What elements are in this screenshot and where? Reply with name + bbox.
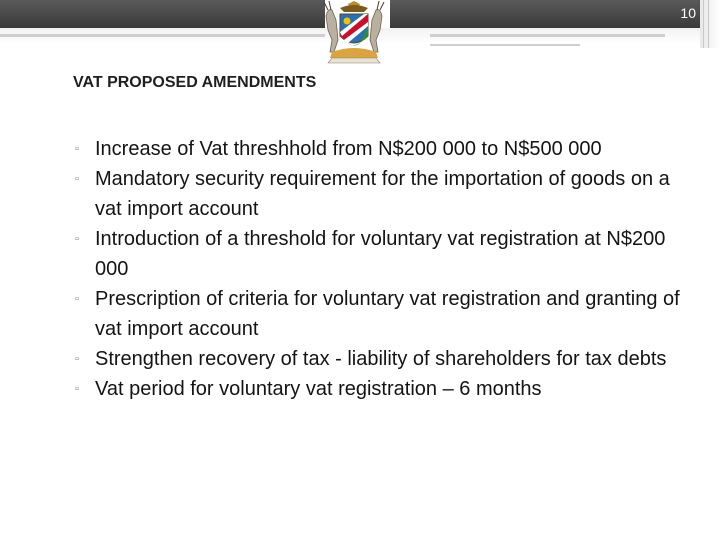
bullet-text: Increase of Vat threshhold from N$200 000 to N$500 000 [95,138,602,160]
list-item [73,164,693,224]
header-strip-right [430,34,665,37]
bullet-square-icon: ▫ [75,143,79,155]
list-item [73,374,693,404]
header-strip-left [0,34,325,37]
page-title: VAT PROPOSED AMENDMENTS [73,74,317,91]
header-band-right [390,0,700,28]
namibia-coat-of-arms-icon [318,0,390,66]
bullet-square-icon: ▫ [75,353,79,365]
bullet-square-icon: ▫ [75,383,79,395]
bullet-text: Vat period for voluntary vat registration – 6 months [95,378,542,400]
header-strip-right-lower [430,44,580,46]
bullet-text: Mandatory security requirement for the importation of goods on a vat import account [95,168,670,220]
header-edge-line [703,0,704,48]
list-item [73,134,693,164]
bullet-square-icon: ▫ [75,233,79,245]
bullet-square-icon: ▫ [75,173,79,185]
list-item [73,284,693,344]
bullet-text: Prescription of criteria for voluntary vat registration and granting of vat import account [95,288,680,340]
list-item [73,224,693,284]
bullet-text: Strengthen recovery of tax - liability of shareholders for tax debts [95,348,667,370]
list-item [73,344,693,374]
bullet-square-icon: ▫ [75,293,79,305]
bullet-list [73,134,693,404]
slide-number: 10 [680,5,696,21]
bullet-text: Introduction of a threshold for voluntary vat registration at N$200 000 [95,228,666,280]
header-edge-line [708,0,709,48]
header-band-left [0,0,325,28]
